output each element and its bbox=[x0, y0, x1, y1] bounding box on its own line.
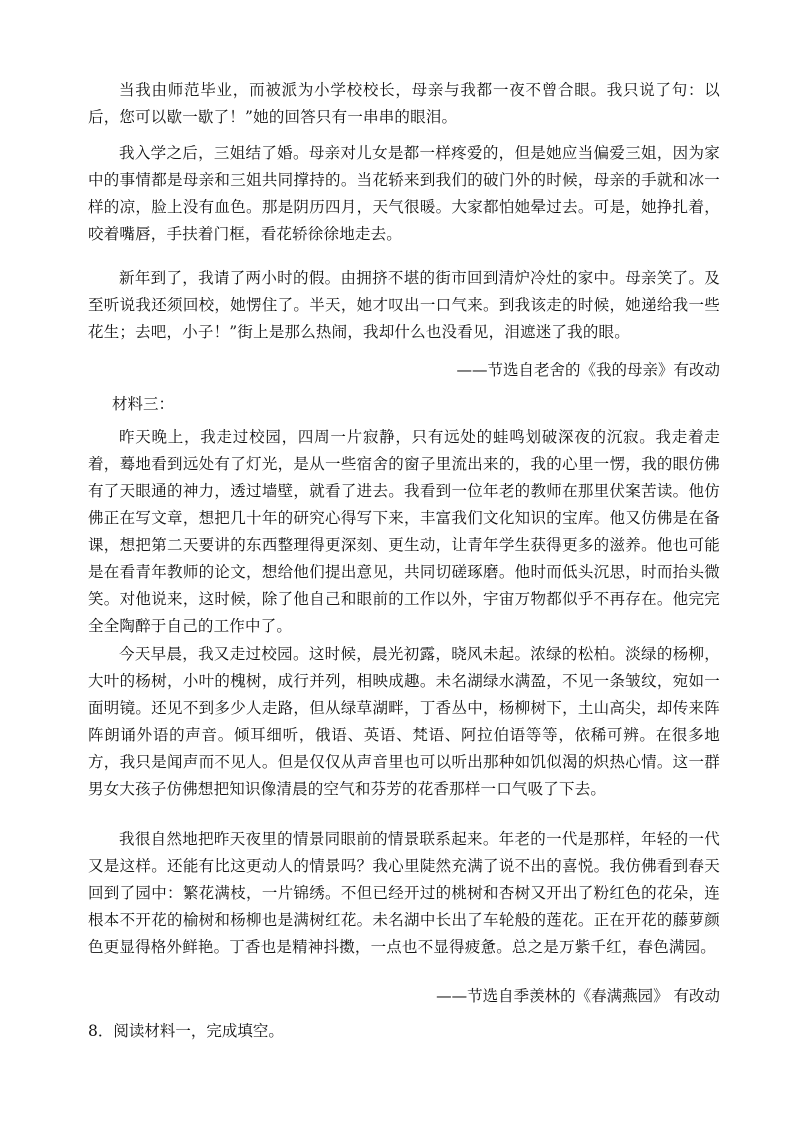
paragraph-third-sister: 我入学之后，三姐结了婚。母亲对儿女是都一样疼爱的，但是她应当偏爱三姐，因为家中的事情都是母亲和三姐共同撑持的。当花轿来到我们的破门外的时候，母亲的手就和冰一样的凉，脸上没有血色。那是阴历四月，天气很暖。大家都怕她晕过去。可是，她挣扎着，咬着嘴唇，手扶着门框，看花轿徐徐地走去。 bbox=[88, 144, 720, 243]
paragraph-graduation: 当我由师范毕业，而被派为小学校校长，母亲与我都一夜不曾合眼。我只说了句：以后，您可以歇一歇了！”她的回答只有一串串的眼泪。 bbox=[88, 81, 720, 126]
paragraph-spring-garden: 我很自然地把昨天夜里的情景同眼前的情景联系起来。年老的一代是那样，年轻的一代又是这样。还能有比这更动人的情景吗？我心里陡然充满了说不出的喜悦。我仿佛看到春天回到了园中：繁花满枝，一片锦绣。不但已经开过的桃树和杏树又开出了粉红色的花朵，连根本不开花的榆树和杨柳也是满树红花。未名湖中长出了车轮般的莲花。正在开花的藤萝颜色更显得格外鲜艳。丁香也是精神抖擞，一点也不显得疲惫。总之是万紫千红，春色满园。 bbox=[88, 830, 720, 956]
source-citation-laoshe: ——节选自老舍的《我的母亲》有改动 bbox=[456, 361, 720, 379]
source-citation-jixianlin: ——节选自季羡林的《春满燕园》 有改动 bbox=[436, 987, 720, 1005]
paragraph-this-morning: 今天早晨，我又走过校园。这时候，晨光初露，晓风未起。浓绿的松柏。淡绿的杨柳，大叶的杨树，小叶的槐树，成行并列，相映成趣。未名湖绿水满盈，不见一条皱纹，宛如一面明镜。还见不到多少人走路，但从绿草湖畔，丁香丛中，杨柳树下，土山高尖，却传来阵阵朗诵外语的声音。倾耳细听，俄语、英语、梵语、阿拉伯语等等，依稀可辨。在很多地方，我只是闻声而不见人。但是仅仅从声音里也可以听出那种如饥似渴的炽热心情。这一群男女大孩子仿佛想把知识像清晨的空气和芬芳的花香那样一口气吸了下去。 bbox=[88, 645, 720, 798]
paragraph-last-night: 昨天晚上，我走过校园，四周一片寂静，只有远处的蛙鸣划破深夜的沉寂。我走着走着，蓦地看到远处有了灯光，是从一些宿舍的窗子里流出来的，我的心里一愣，我的眼仿佛有了天眼通的神力，透过墙壁，就看了进去。我看到一位年老的教师在那里伏案苦读。他仿佛正在写文章，想把几十年的研究心得写下来，丰富我们文化知识的宝库。他又仿佛是在备课，想把第二天要讲的东西整理得更深刻、更生动，让青年学生获得更多的滋养。他也可能是在看青年教师的论文，想给他们提出意见，共同切磋琢磨。他时而低头沉思，时而抬头微笑。对他说来，这时候，除了他自己和眼前的工作以外，宇宙万物都似乎不再存在。他完完全全陶醉于自己的工作中了。 bbox=[88, 428, 720, 635]
paragraph-new-year: 新年到了，我请了两小时的假。由拥挤不堪的街市回到清炉冷灶的家中。母亲笑了。及至听说我还须回校，她愣住了。半天，她才叹出一口气来。到我该走的时候，她递给我一些花生；去吧，小子！”街上是那么热闹，我却什么也没看见，泪遮迷了我的眼。 bbox=[88, 269, 720, 341]
material-three-label: 材料三： bbox=[112, 395, 175, 413]
question-8: 8．阅读材料一，完成填空。 bbox=[88, 1022, 284, 1040]
